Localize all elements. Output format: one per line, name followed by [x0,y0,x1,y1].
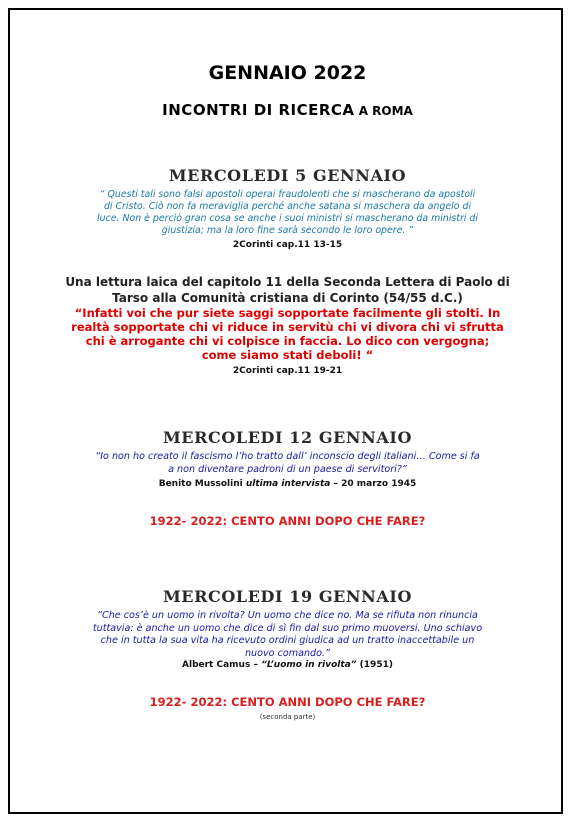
red-quote-line: “Infatti voi che pur siete saggi sopportate facilmente gli stolti. In [74,306,501,320]
quote-line: di Cristo. Ciò non fa meraviglia perché anche satana si maschera da angelo di [103,201,472,212]
meeting-1-quote [40,189,535,237]
quote-line: giustizia; ma la loro fine sarà secondo le loro opere. ” [161,225,414,236]
meeting-2-heading: 1922- 2022: CENTO ANNI DOPO CHE FARE? [149,514,426,528]
page-border [8,8,563,814]
meeting-1-date: MERCOLEDI 5 GENNAIO [168,166,407,185]
reading-line: Una lettura laica del capitolo 11 della Seconda Lettera di Paolo di [65,275,510,289]
author: Benito Mussolini [158,479,246,489]
meeting-1-reference: 2Corinti cap.11 13-15 [232,240,343,250]
page-subtitle [40,101,535,119]
red-quote-line: chi è arrogante chi vi colpisce in faccia. Lo dico con vergogna; [85,334,490,348]
work-title: ultima intervista [245,479,331,489]
meeting-3-note: (seconda parte) [259,713,316,721]
quote-line: che in tutta la sua vita ha ricevuto ordini giudica ad un tratto inaccettabile un [100,635,475,646]
quote-line: luce. Non è perciò gran cosa se anche i suoi ministri si mascherano da ministri di [97,213,478,224]
quote-line: “ Questi tali sono falsi apostoli operai fraudolenti che si mascherano da apostoli [99,189,476,200]
page-title: GENNAIO 2022 [208,62,367,84]
meeting-1-reading-description [40,274,535,306]
meeting-3-quote [40,610,535,660]
red-quote-line: realtà sopportate chi vi riduce in servitù chi vi divora chi vi sfrutta [71,320,504,334]
quote-line: “Io non ho creato il fascismo l’ho tratto dall’ inconscio degli italiani… Come si fa [95,451,480,462]
quote-line: tuttavia: è anche un uomo che dice di sì fin dal suo primo muoversi. Uno schiavo [92,622,483,634]
meeting-2-quote [40,451,535,476]
meeting-2-date: MERCOLEDI 12 GENNAIO [162,428,413,447]
work-title: “L’uomo in rivolta” [261,660,357,670]
quote-line: “Che cos’è un uomo in rivolta? Un uomo che dice no. Ma se rifiuta non rinuncia [97,610,478,621]
subtitle-location: A ROMA [354,104,413,118]
meeting-3-attribution [40,660,535,670]
date-note: – 20 marzo 1945 [330,479,417,489]
author: Albert Camus – [182,660,262,670]
meeting-1-red-quote [40,306,535,362]
meeting-1-reference-2: 2Corinti cap.11 19-21 [232,366,343,376]
quote-line: a non diventare padroni di un paese di servitori?” [168,463,407,475]
meeting-2-attribution [40,479,535,489]
quote-line: nuovo comando.” [244,647,331,659]
reading-line: Tarso alla Comunità cristiana di Corinto (54/55 d.C.) [112,291,463,305]
meeting-3-date: MERCOLEDI 19 GENNAIO [162,587,413,606]
meeting-3-heading: 1922- 2022: CENTO ANNI DOPO CHE FARE? [149,695,426,709]
year: (1951) [356,660,393,670]
red-quote-line: come siamo stati deboli! “ [201,348,374,362]
subtitle-main: INCONTRI DI RICERCA [162,101,355,119]
